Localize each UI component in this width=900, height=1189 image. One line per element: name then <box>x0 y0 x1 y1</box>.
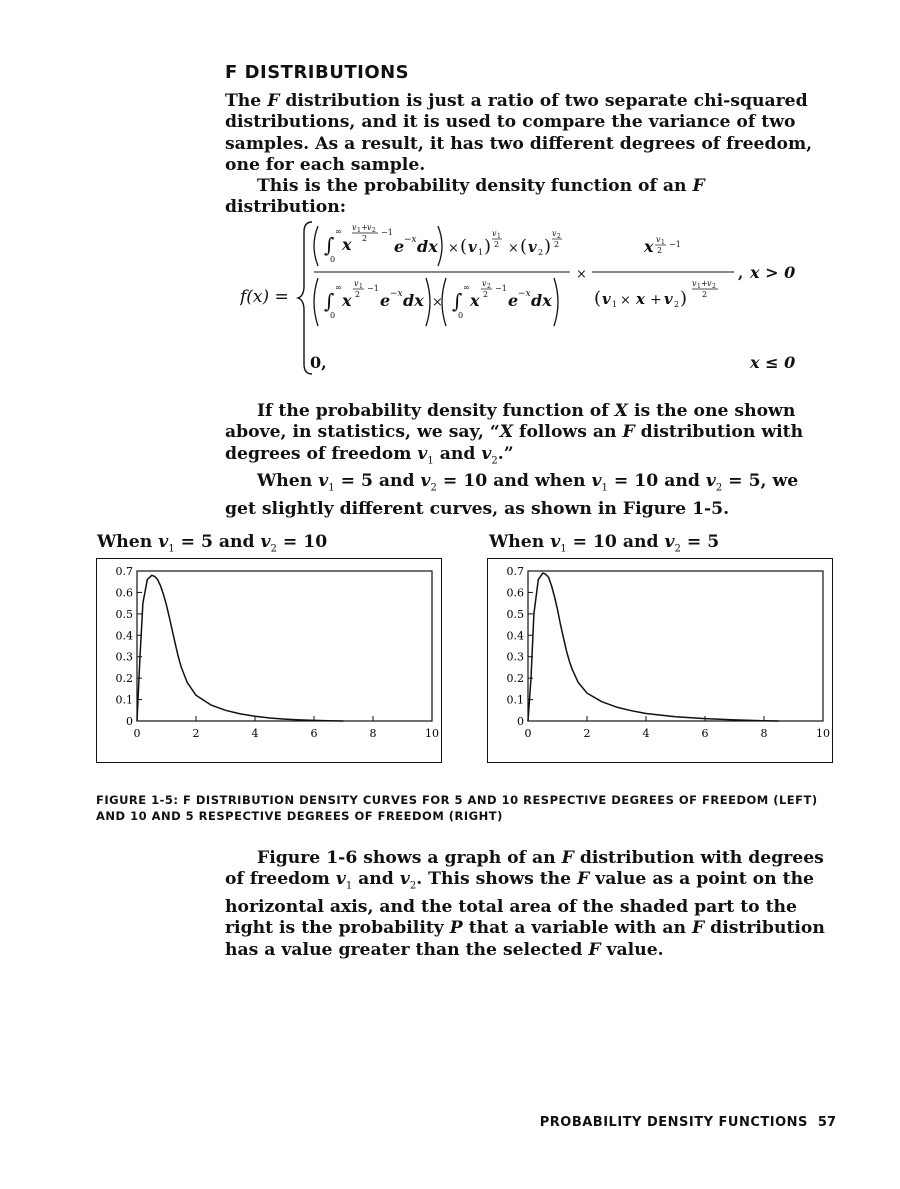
svg-text:1: 1 <box>661 239 665 246</box>
section-heading: F DISTRIBUTIONS <box>225 62 410 83</box>
y-tick-label: 0.3 <box>506 650 524 664</box>
svg-text:+: + <box>650 292 662 308</box>
svg-text:−1: −1 <box>367 284 379 293</box>
svg-text:1: 1 <box>478 248 484 257</box>
plot-frame <box>528 571 823 721</box>
svg-text:v: v <box>602 290 611 308</box>
x-tick-label: 4 <box>251 727 259 740</box>
svg-text:v: v <box>354 279 359 288</box>
y-tick-label: 0.1 <box>506 693 524 707</box>
formula-denominator <box>314 278 558 326</box>
y-tick-label: 0.4 <box>506 629 524 643</box>
svg-text:1: 1 <box>612 300 618 309</box>
case2-value: 0, <box>310 353 327 372</box>
svg-text:0: 0 <box>330 311 336 320</box>
svg-text:): ) <box>484 236 492 257</box>
plot-frame <box>137 571 432 721</box>
y-tick-label: 0.7 <box>506 565 524 578</box>
x-tick-label: 2 <box>583 727 591 740</box>
svg-text:−x: −x <box>390 289 403 299</box>
svg-text:2: 2 <box>372 227 376 234</box>
svg-text:(: ( <box>460 236 468 257</box>
y-tick-label: 0.7 <box>115 565 133 578</box>
svg-text:x: x <box>636 290 645 308</box>
y-tick-label: 0.5 <box>115 607 133 621</box>
svg-text:x: x <box>644 237 654 256</box>
cases-brace <box>298 222 312 374</box>
svg-text:0: 0 <box>330 255 336 264</box>
svg-text:v: v <box>707 279 712 288</box>
chart-title-left: When $v_1 = 5$ and $v_2 = 10$ <box>97 532 328 555</box>
svg-text:dx: dx <box>403 291 424 310</box>
svg-text:x: x <box>470 291 480 310</box>
formula-right-fraction <box>592 235 734 309</box>
pdf-formula <box>240 212 820 382</box>
y-tick-label: 0.6 <box>115 586 133 600</box>
y-tick-label: 0.2 <box>115 672 133 686</box>
x-tick-label: 6 <box>701 727 709 740</box>
x-tick-label: 6 <box>310 727 318 740</box>
svg-text:2: 2 <box>355 290 361 299</box>
svg-text:): ) <box>680 288 688 309</box>
y-tick-label: 0.3 <box>115 650 133 664</box>
x-tick-label: 10 <box>816 727 830 740</box>
case1-condition: x > 0 <box>750 263 796 282</box>
svg-text:x: x <box>342 235 352 254</box>
page-footer <box>540 1115 836 1130</box>
density-curve <box>137 575 344 721</box>
svg-text:dx: dx <box>417 237 438 256</box>
x-tick-label: 8 <box>760 727 768 740</box>
svg-text:2: 2 <box>554 240 560 249</box>
svg-text:v: v <box>468 238 477 256</box>
svg-text:+: + <box>361 223 368 232</box>
formula-lhs: f(x) = <box>240 287 289 307</box>
density-curve <box>528 573 779 721</box>
svg-text:,: , <box>738 264 744 282</box>
svg-text:e: e <box>394 237 405 256</box>
svg-text:x: x <box>342 291 352 310</box>
page-number: 57 <box>817 1115 836 1130</box>
svg-text:2: 2 <box>362 234 368 243</box>
svg-text:1: 1 <box>357 227 361 234</box>
svg-text:e: e <box>380 291 391 310</box>
paragraph-figure-1-6: Figure 1-6 shows a graph of an F distribution with degrees of freedom $v_1$ and $v_2$. This shows the F value as a point on the horizontal axis, and the total area of the shaded part to the right is the probability P that a variable with an F distribution has a value greater than the selected F value. <box>225 848 825 960</box>
svg-text:2: 2 <box>557 233 561 240</box>
x-tick-label: 4 <box>642 727 650 740</box>
svg-text:−1: −1 <box>495 284 507 293</box>
svg-text:∞: ∞ <box>335 227 342 236</box>
x-tick-label: 8 <box>369 727 377 740</box>
svg-text:1: 1 <box>359 283 363 290</box>
svg-text:×: × <box>508 241 519 256</box>
svg-text:dx: dx <box>531 291 552 310</box>
y-tick-label: 0.5 <box>506 607 524 621</box>
svg-text:2: 2 <box>702 290 708 299</box>
svg-text:2: 2 <box>657 246 663 255</box>
svg-text:2: 2 <box>483 290 489 299</box>
svg-text:−x: −x <box>404 235 417 245</box>
chart-title-right: When $v_1 = 10$ and $v_2 = 5$ <box>489 532 720 555</box>
chart-right <box>487 558 833 763</box>
svg-text:∞: ∞ <box>335 283 342 292</box>
svg-text:0: 0 <box>458 311 464 320</box>
formula-numerator <box>314 223 562 266</box>
svg-text:∫: ∫ <box>452 289 463 313</box>
svg-text:(: ( <box>520 236 528 257</box>
y-tick-label: 0.4 <box>115 629 133 643</box>
x-tick-label: 0 <box>524 727 532 740</box>
svg-text:∞: ∞ <box>463 283 470 292</box>
svg-text:v: v <box>664 290 673 308</box>
case2-condition: x ≤ 0 <box>750 353 796 372</box>
svg-text:+: + <box>701 279 708 288</box>
svg-text:∫: ∫ <box>324 289 335 313</box>
svg-text:∫: ∫ <box>324 233 335 257</box>
svg-text:2: 2 <box>712 283 716 290</box>
x-tick-label: 2 <box>192 727 200 740</box>
svg-text:e: e <box>508 291 519 310</box>
footer-title: PROBABILITY DENSITY FUNCTIONS <box>539 1115 808 1130</box>
y-tick-label: 0.6 <box>506 586 524 600</box>
svg-text:−1: −1 <box>669 240 681 249</box>
chart-left-svg <box>97 559 443 764</box>
y-tick-label: 0.1 <box>115 693 133 707</box>
svg-text:1: 1 <box>697 283 701 290</box>
svg-text:2: 2 <box>487 283 491 290</box>
svg-text:2: 2 <box>674 300 680 309</box>
y-tick-label: 0 <box>517 715 524 728</box>
x-tick-label: 10 <box>425 727 439 740</box>
chart-right-svg <box>488 559 834 764</box>
figure-caption: FIGURE 1-5: F DISTRIBUTION DENSITY CURVES FOR 5 AND 10 RESPECTIVE DEGREES OF FREEDOM (LEFT) AND 10 AND 5 RESPECTIVE DEGREES OF FREEDOM (RIGHT) <box>96 793 818 823</box>
svg-text:−x: −x <box>518 289 531 299</box>
x-tick-label: 0 <box>133 727 141 740</box>
svg-text:2: 2 <box>538 248 544 257</box>
svg-text:v: v <box>367 223 372 232</box>
paragraph-intro: The F distribution is just a ratio of two separate chi-squared distributions, and it is used to compare the variance of two samples. As a result, it has two different degrees of freedom, one for each sample. This is the probability density function of an F distribution: <box>225 91 813 218</box>
svg-text:): ) <box>544 236 552 257</box>
svg-text:×: × <box>448 241 459 256</box>
paragraph-definition: If the probability density function of X is the one shown above, in statistics, we say, “X follows an F distribution with degrees of freedom $v_1$ and $v_2$.” When $v_1 = 5$ and $v_2 = 10$ and when $v_1 = 10$ and $v_2 = 5$, we get slightly different curves, as shown in Figure 1-5. <box>225 401 804 520</box>
svg-text:v: v <box>656 235 661 244</box>
svg-text:×: × <box>432 295 443 310</box>
svg-text:v: v <box>552 229 557 238</box>
y-tick-label: 0.2 <box>506 672 524 686</box>
svg-text:v: v <box>492 229 497 238</box>
chart-left <box>96 558 442 763</box>
svg-text:2: 2 <box>494 240 500 249</box>
svg-text:(: ( <box>594 288 602 309</box>
svg-text:v: v <box>692 279 697 288</box>
y-tick-label: 0 <box>126 715 133 728</box>
svg-text:−1: −1 <box>381 228 393 237</box>
svg-text:v: v <box>352 223 357 232</box>
svg-text:v: v <box>528 238 537 256</box>
svg-text:v: v <box>482 279 487 288</box>
svg-text:1: 1 <box>497 233 501 240</box>
svg-text:×: × <box>576 267 587 282</box>
svg-text:×: × <box>620 293 631 308</box>
